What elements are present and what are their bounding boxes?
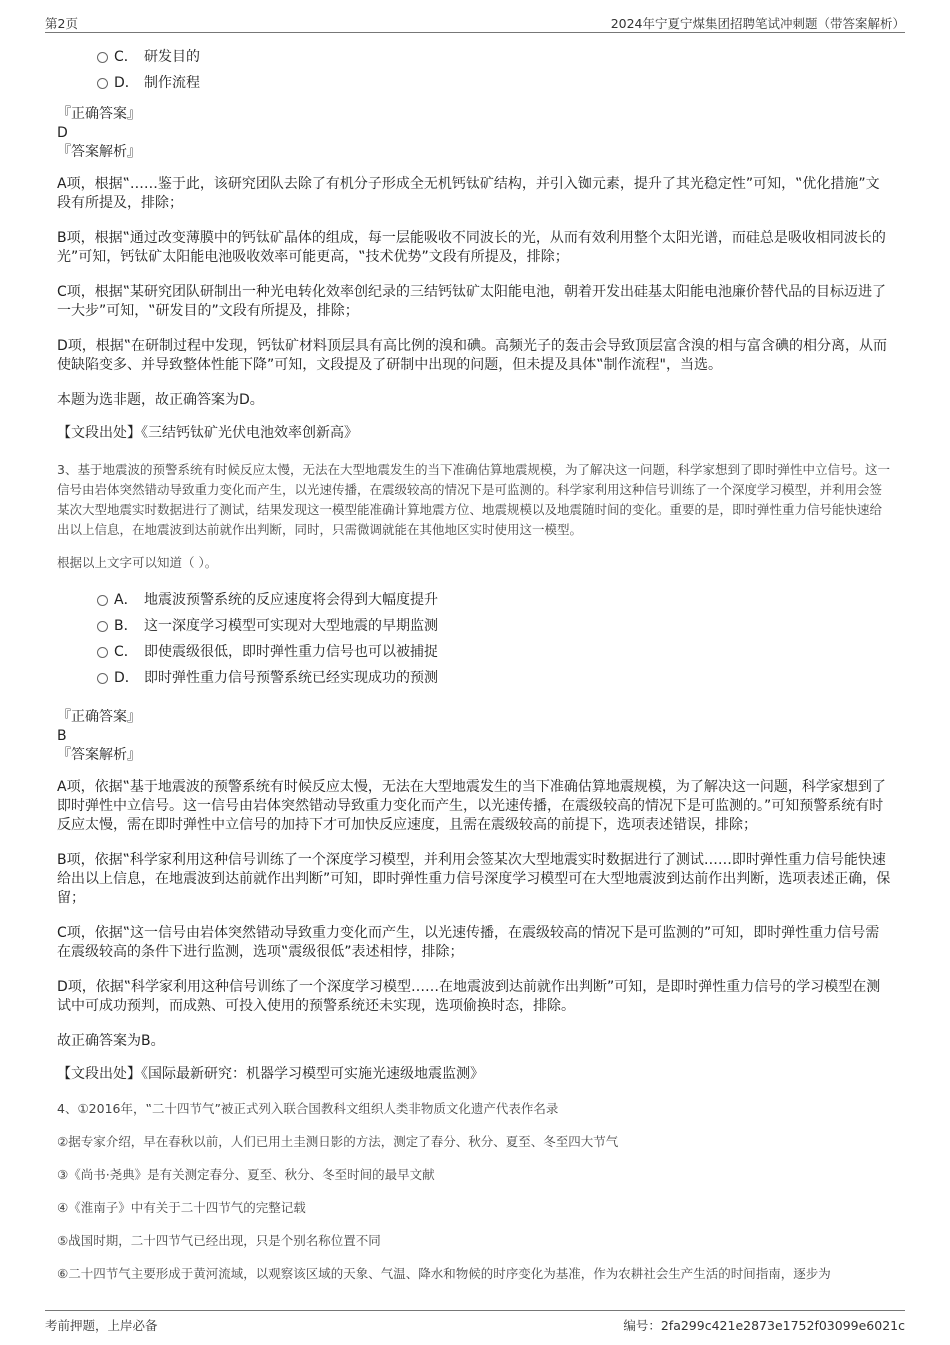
radio-icon[interactable]	[97, 647, 108, 658]
q3-analysis-label: 『答案解析』	[57, 747, 141, 763]
option-text: 即使震级很低，即时弹性重力信号也可以被捕捉	[144, 644, 438, 660]
q3-option-b[interactable]	[97, 613, 892, 639]
q2-analysis-label: 『答案解析』	[57, 144, 141, 160]
option-letter: D．	[114, 75, 139, 91]
q2-option-c[interactable]	[97, 44, 892, 70]
source-title: 《国际最新研究：机器学习模型可实施光速级地震监测》	[141, 1066, 484, 1082]
q2-option-d[interactable]	[97, 70, 892, 96]
q2-answer-label: 『正确答案』	[57, 106, 141, 122]
q2-analysis-b: B项，根据‟通过改变薄膜中的钙钛矿晶体的组成，每一层能吸收不同波长的光，从而有效利用整个太阳光谱，而硅总是吸收相同波长的光”可知，钙钛矿太阳能电池吸收效率可能更高，‟技术优势”文段有所提及，排除；	[57, 230, 886, 265]
q3-prompt: 根据以上文字可以知道（ ）。	[57, 555, 218, 570]
q2-options	[57, 44, 892, 96]
q4-item-6: ⑥二十四节气主要形成于黄河流域，以观察该区域的天象、气温、降水和物候的时序变化为基准，作为农耕社会生产生活的时间指南，逐步为	[57, 1266, 831, 1281]
q2-source	[57, 424, 892, 443]
q3-analysis-b: B项，依据‟科学家利用这种信号训练了一个深度学习模型，并利用会签某次大型地震实时数据进行了测试……即时弹性重力信号能快速给出以上信息，在地震波到达前就作出判断”可知，即时弹性重力信号深度学习模型可在大型地震波到达前作出判断，选项表述正确，保留；	[57, 852, 891, 906]
q4-item-3: ③《尚书·尧典》是有关测定春分、夏至、秋分、冬至时间的最早文献	[57, 1167, 435, 1182]
option-letter: B．	[114, 618, 138, 634]
source-label: 【文段出处】	[57, 425, 141, 441]
radio-icon[interactable]	[97, 673, 108, 684]
page-footer	[45, 1310, 905, 1333]
q2-conclusion: 本题为选非题，故正确答案为D。	[57, 392, 264, 408]
q3-option-d[interactable]	[97, 665, 892, 691]
q3-options	[57, 587, 892, 691]
q4-item-5: ⑤战国时期，二十四节气已经出现，只是个别名称位置不同	[57, 1233, 381, 1248]
option-text: 这一深度学习模型可实现对大型地震的早期监测	[144, 618, 438, 634]
page-number: 第2页	[45, 16, 78, 31]
q2-answer: D	[57, 125, 68, 141]
radio-icon[interactable]	[97, 78, 108, 89]
option-text: 地震波预警系统的反应速度将会得到大幅度提升	[144, 592, 438, 608]
q3-answer-label: 『正确答案』	[57, 709, 141, 725]
radio-icon[interactable]	[97, 52, 108, 63]
q3-conclusion: 故正确答案为B。	[57, 1033, 165, 1049]
q3-analysis-c: C项，依据‟这一信号由岩体突然错动导致重力变化而产生，以光速传播，在震级较高的情况下是可监测的”可知，即时弹性重力信号需在震级较高的条件下进行监测，选项‟震级很低”表述相悖，排除；	[57, 925, 880, 960]
q3-answer: B	[57, 728, 67, 744]
option-text: 制作流程	[144, 75, 200, 91]
q4-item-4: ④《淮南子》中有关于二十四节气的完整记载	[57, 1200, 306, 1215]
q3-stem: 3、基于地震波的预警系统有时候反应太慢，无法在大型地震发生的当下准确估算地震规模，为了解决这一问题，科学家想到了即时弹性中立信号。这一信号由岩体突然错动导致重力变化而产生，以光速传播，在震级较高的情况下是可监测的。科学家利用这种信号训练了一个深度学习模型，并利用会签某次大型地震实时数据进行了测试，结果发现这一模型能准确计算地震方位、地震规模以及地震随时间的变化。重要的是，即时弹性重力信号能快速给出以上信息，在地震波到达前就作出判断，同时，只需微调就能在其他地区实时使用这一模型。	[57, 462, 890, 537]
source-label: 【文段出处】	[57, 1066, 141, 1082]
option-text: 即时弹性重力信号预警系统已经实现成功的预测	[144, 670, 438, 686]
page-content	[57, 44, 892, 1284]
q3-analysis-a: A项，依据‟基于地震波的预警系统有时候反应太慢，无法在大型地震发生的当下准确估算地震规模，为了解决这一问题，科学家想到了即时弹性中立信号。这一信号由岩体突然错动导致重力变化而产生，以光速传播，在震级较高的情况下是可监测的。”可知预警系统有时反应太慢，需在即时弹性中立信号的加持下才可加快反应速度，且需在震级较高的前提下，选项表述错误，排除；	[57, 779, 886, 833]
q3-option-c[interactable]	[97, 639, 892, 665]
q4-item-1: 4、①2016年，‟二十四节气”被正式列入联合国教科文组织人类非物质文化遗产代表作名录	[57, 1101, 559, 1116]
radio-icon[interactable]	[97, 621, 108, 632]
q2-analysis-c: C项，根据‟某研究团队研制出一种光电转化效率创纪录的三结钙钛矿太阳能电池，朝着开发出硅基太阳能电池廉价替代品的目标迈进了一大步”可知，‟研发目的”文段有所提及，排除；	[57, 284, 887, 319]
document-code: 编号：2fa299c421e2873e1752f03099e6021c	[623, 1318, 905, 1333]
option-letter: C．	[114, 49, 138, 65]
q2-analysis-d: D项，根据‟在研制过程中发现，钙钛矿材料顶层具有高比例的溴和碘。高频光子的轰击会导致顶层富含溴的相与富含碘的相分离，从而使缺陷变多、并导致整体性能下降”可知，文段提及了研制中出现的问题，但未提及具体‟制作流程"，当选。	[57, 338, 888, 373]
q3-option-a[interactable]	[97, 587, 892, 613]
option-letter: A．	[114, 592, 138, 608]
radio-icon[interactable]	[97, 595, 108, 606]
document-title: 2024年宁夏宁煤集团招聘笔试冲刺题（带答案解析）	[610, 16, 905, 31]
page-header	[45, 12, 905, 33]
option-letter: C．	[114, 644, 138, 660]
q2-analysis-a: A项，根据‟……鉴于此，该研究团队去除了有机分子形成全无机钙钛矿结构，并引入铷元素，提升了其光稳定性”可知，‟优化措施”文段有所提及，排除；	[57, 176, 880, 211]
option-letter: D．	[114, 670, 139, 686]
source-title: 《三结钙钛矿光伏电池效率创新高》	[141, 425, 358, 441]
q3-analysis-d: D项，依据‟科学家利用这种信号训练了一个深度学习模型……在地震波到达前就作出判断”可知，是即时弹性重力信号的学习模型在测试中可成功预判，而成熟、可投入使用的预警系统还未实现，选项偷换时态，排除。	[57, 979, 881, 1014]
q4-item-2: ②据专家介绍，早在春秋以前，人们已用土圭测日影的方法，测定了春分、秋分、夏至、冬至四大节气	[57, 1134, 619, 1149]
q3-source	[57, 1065, 892, 1084]
footer-slogan: 考前押题，上岸必备	[45, 1318, 158, 1333]
option-text: 研发目的	[144, 49, 200, 65]
